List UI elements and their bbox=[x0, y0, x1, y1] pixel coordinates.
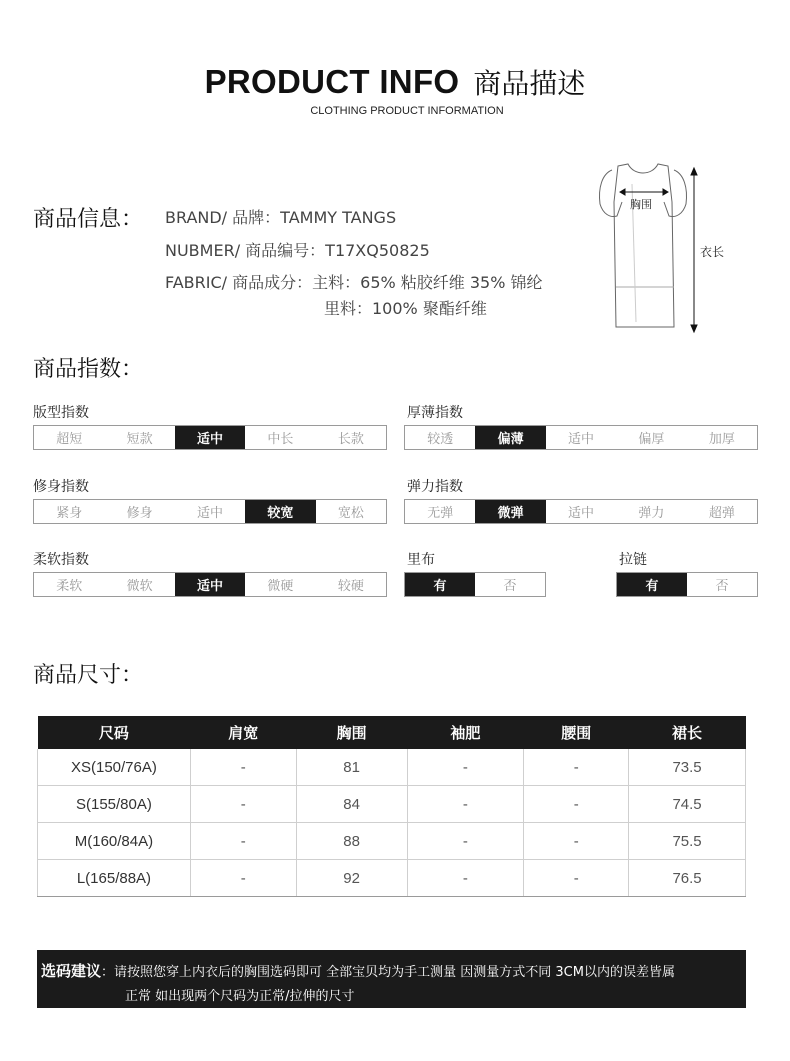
fit-index-label: 版型指数 bbox=[33, 405, 89, 421]
chest-label: 胸围 bbox=[630, 198, 652, 211]
slim-option: 宽松 bbox=[337, 506, 364, 521]
table-cell: - bbox=[190, 823, 296, 860]
table-cell: 88 bbox=[296, 823, 407, 860]
table-row bbox=[38, 823, 746, 860]
table-cell: - bbox=[407, 860, 524, 897]
info-lining-fabric: 里料：100% 聚酯纤维 bbox=[324, 299, 487, 318]
soft-option: 较硬 bbox=[337, 579, 364, 594]
index-heading: 商品指数： bbox=[33, 357, 144, 382]
page-title bbox=[0, 62, 790, 102]
table-cell: 75.5 bbox=[629, 823, 746, 860]
size-cell: XS(150/76A) bbox=[38, 749, 191, 786]
elastic-option: 适中 bbox=[568, 506, 595, 521]
table-cell: - bbox=[190, 786, 296, 823]
title-en: PRODUCT INFO bbox=[204, 63, 460, 100]
column-header: 肩宽 bbox=[190, 716, 296, 749]
size-cell: S(155/80A) bbox=[38, 786, 191, 823]
size-heading: 商品尺寸： bbox=[33, 663, 144, 688]
table-cell: 92 bbox=[296, 860, 407, 897]
column-header: 裙长 bbox=[629, 716, 746, 749]
size-table-header bbox=[38, 716, 746, 749]
slim-option: 紧身 bbox=[56, 506, 83, 521]
table-row bbox=[38, 860, 746, 897]
fit-option: 长款 bbox=[337, 432, 364, 447]
table-cell: - bbox=[190, 749, 296, 786]
fit-option: 中长 bbox=[267, 432, 294, 447]
info-heading: 商品信息： bbox=[33, 207, 144, 232]
fit-index-scale bbox=[33, 425, 387, 450]
size-advice-title: 选码建议 bbox=[41, 962, 102, 980]
thickness-option: 偏厚 bbox=[638, 432, 665, 447]
table-cell: - bbox=[407, 823, 524, 860]
soft-option-selected: 适中 bbox=[175, 573, 245, 596]
table-cell: - bbox=[524, 823, 629, 860]
lining-index-label: 里布 bbox=[407, 552, 435, 568]
table-cell: - bbox=[190, 860, 296, 897]
soft-option: 微软 bbox=[126, 579, 153, 594]
elastic-option-selected: 微弹 bbox=[475, 500, 545, 523]
fit-option: 超短 bbox=[56, 432, 83, 447]
column-header: 胸围 bbox=[296, 716, 407, 749]
soft-index-label: 柔软指数 bbox=[33, 552, 89, 568]
elastic-option: 超弹 bbox=[708, 506, 735, 521]
size-cell: L(165/88A) bbox=[38, 860, 191, 897]
elastic-index-label: 弹力指数 bbox=[407, 479, 463, 495]
info-brand: BRAND/ 品牌：TAMMY TANGS bbox=[165, 208, 397, 227]
table-cell: 74.5 bbox=[629, 786, 746, 823]
column-header: 尺码 bbox=[38, 716, 191, 749]
table-row bbox=[38, 749, 746, 786]
lining-index-scale bbox=[404, 572, 546, 597]
thickness-option: 较透 bbox=[427, 432, 454, 447]
size-advice-bar bbox=[37, 950, 746, 1008]
page-subtitle: CLOTHING PRODUCT INFORMATION bbox=[310, 105, 504, 117]
slim-index-label: 修身指数 bbox=[33, 479, 89, 495]
table-cell: 73.5 bbox=[629, 749, 746, 786]
zipper-option: 否 bbox=[715, 579, 729, 594]
length-label: 衣长 bbox=[700, 245, 725, 259]
lining-option: 否 bbox=[503, 579, 517, 594]
slim-option: 修身 bbox=[126, 506, 153, 521]
slim-option-selected: 较宽 bbox=[245, 500, 315, 523]
soft-option: 微硬 bbox=[267, 579, 294, 594]
zipper-index-label: 拉链 bbox=[619, 552, 647, 568]
table-row bbox=[38, 786, 746, 823]
fit-option-selected: 适中 bbox=[175, 426, 245, 449]
elastic-option: 弹力 bbox=[638, 506, 665, 521]
soft-option: 柔软 bbox=[56, 579, 83, 594]
table-cell: 81 bbox=[296, 749, 407, 786]
thickness-index-scale bbox=[404, 425, 758, 450]
table-cell: - bbox=[407, 749, 524, 786]
elastic-option: 无弹 bbox=[427, 506, 454, 521]
size-table bbox=[37, 716, 746, 897]
table-cell: - bbox=[524, 749, 629, 786]
table-cell: - bbox=[524, 860, 629, 897]
zipper-index-scale bbox=[616, 572, 758, 597]
size-cell: M(160/84A) bbox=[38, 823, 191, 860]
elastic-index-scale bbox=[404, 499, 758, 524]
fit-option: 短款 bbox=[126, 432, 153, 447]
zipper-option-selected: 有 bbox=[617, 573, 687, 596]
slim-index-scale bbox=[33, 499, 387, 524]
table-cell: - bbox=[407, 786, 524, 823]
thickness-index-label: 厚薄指数 bbox=[407, 405, 463, 421]
soft-index-scale bbox=[33, 572, 387, 597]
column-header: 袖肥 bbox=[407, 716, 524, 749]
info-number: NUBMER/ 商品编号：T17XQ50825 bbox=[165, 241, 430, 260]
thickness-option: 加厚 bbox=[708, 432, 735, 447]
column-header: 腰围 bbox=[524, 716, 629, 749]
size-advice-line2: 正常 如出现两个尺码为正常/拉伸的尺寸 bbox=[125, 989, 355, 1004]
thickness-option: 适中 bbox=[568, 432, 595, 447]
thickness-option-selected: 偏薄 bbox=[475, 426, 545, 449]
table-cell: 84 bbox=[296, 786, 407, 823]
size-advice-line1: ：请按照您穿上内衣后的胸围选码即可 全部宝贝均为手工测量 因测量方式不同 3CM以内的误差皆属 bbox=[101, 965, 675, 980]
table-cell: 76.5 bbox=[629, 860, 746, 897]
table-cell: - bbox=[524, 786, 629, 823]
info-fabric: FABRIC/ 商品成分：主料：65% 粘胶纤维 35% 锦纶 bbox=[165, 273, 543, 292]
title-cn: 商品描述 bbox=[473, 67, 586, 100]
lining-option-selected: 有 bbox=[405, 573, 475, 596]
slim-option: 适中 bbox=[197, 506, 224, 521]
